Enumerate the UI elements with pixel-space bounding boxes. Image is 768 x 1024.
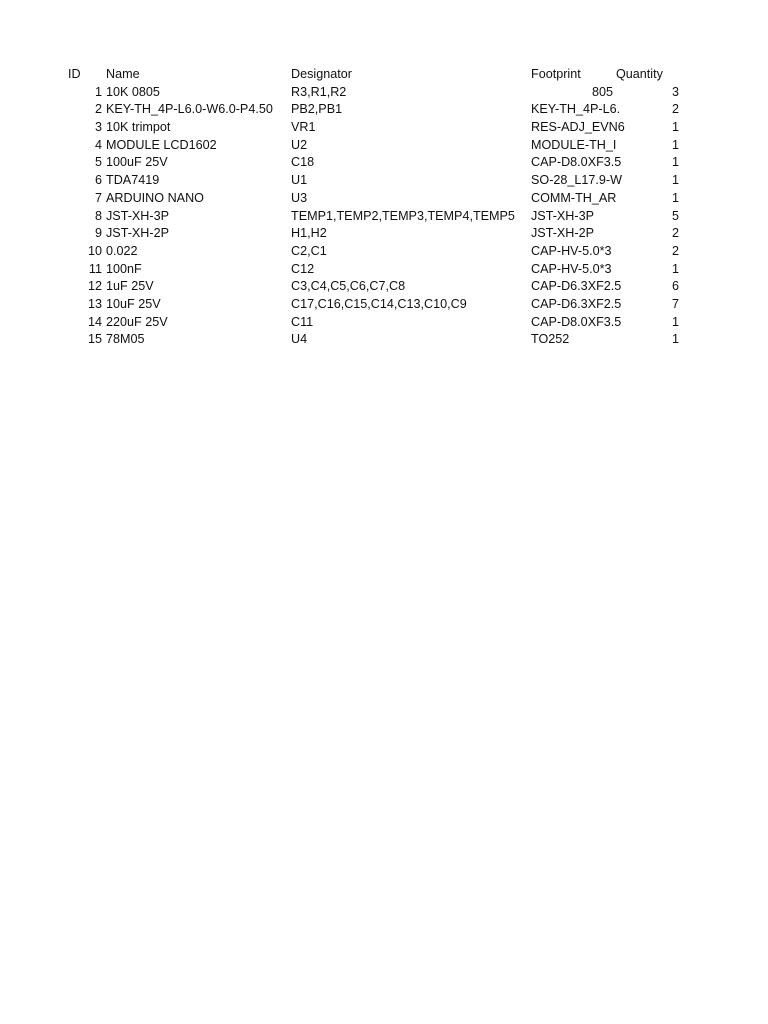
cell-quantity: 7	[671, 296, 679, 311]
cell-id: 8	[94, 208, 102, 223]
cell-designator: U4	[291, 332, 308, 347]
cell-designator: U1	[291, 173, 308, 188]
table-row	[0, 314, 768, 332]
cell-id: 11	[88, 261, 102, 276]
cell-footprint: CAP-D6.3XF2.5	[531, 296, 622, 311]
cell-designator: C11	[291, 314, 314, 329]
cell-designator: R3,R1,R2	[291, 84, 347, 99]
table-header-row	[0, 66, 768, 84]
cell-id: 9	[94, 226, 102, 241]
cell-name: JST-XH-2P	[106, 226, 169, 241]
header-name: Name	[106, 67, 140, 81]
cell-footprint: CAP-D6.3XF2.5	[531, 279, 622, 294]
cell-name: KEY-TH_4P-L6.0-W6.0-P4.50	[106, 102, 273, 117]
cell-designator: C12	[291, 261, 315, 276]
cell-designator: C2,C1	[291, 243, 327, 258]
cell-name: MODULE LCD1602	[106, 137, 217, 152]
cell-footprint: MODULE-TH_I	[531, 137, 617, 152]
cell-id: 1	[94, 84, 102, 99]
cell-footprint: SO-28_L17.9-W	[531, 173, 622, 188]
cell-name: 100nF	[106, 261, 142, 276]
cell-name: 1uF 25V	[106, 279, 154, 294]
cell-name: 78M05	[106, 332, 145, 347]
bom-table	[0, 66, 768, 349]
cell-name: 0.022	[106, 243, 138, 258]
cell-designator: VR1	[291, 120, 316, 135]
cell-footprint: CAP-HV-5.0*3	[531, 261, 612, 276]
table-row	[0, 331, 768, 349]
cell-footprint: JST-XH-2P	[531, 226, 594, 241]
table-row	[0, 208, 768, 226]
table-row	[0, 101, 768, 119]
cell-quantity: 1	[671, 314, 679, 329]
cell-id: 5	[94, 155, 102, 170]
cell-designator: U2	[291, 137, 308, 152]
table-body	[0, 84, 768, 349]
cell-designator: U3	[291, 190, 308, 205]
table-row	[0, 296, 768, 314]
header-id: ID	[68, 67, 81, 81]
cell-quantity: 2	[671, 102, 679, 117]
cell-footprint: RES-ADJ_EVN6	[531, 120, 625, 135]
cell-designator: C3,C4,C5,C6,C7,C8	[291, 279, 406, 294]
header-footprint: Footprint	[531, 67, 581, 81]
cell-id: 15	[87, 332, 102, 347]
cell-footprint: CAP-D8.0XF3.5	[531, 155, 622, 170]
table-row	[0, 190, 768, 208]
cell-quantity: 2	[671, 226, 679, 241]
header-designator: Designator	[291, 67, 352, 81]
cell-footprint: 805	[591, 84, 613, 99]
header-quantity: Quantity	[616, 67, 663, 81]
cell-quantity: 1	[671, 190, 679, 205]
cell-quantity: 1	[671, 137, 679, 152]
cell-id: 14	[87, 314, 102, 329]
cell-designator: C17,C16,C15,C14,C13,C10,C9	[291, 296, 467, 311]
cell-quantity: 1	[671, 120, 679, 135]
cell-quantity: 2	[671, 243, 679, 258]
table-row	[0, 261, 768, 279]
cell-footprint: COMM-TH_AR	[531, 190, 617, 205]
cell-id: 6	[94, 173, 102, 188]
table-row	[0, 243, 768, 261]
cell-name: 10uF 25V	[106, 296, 161, 311]
table-row	[0, 172, 768, 190]
table-row	[0, 84, 768, 102]
cell-id: 2	[94, 102, 102, 117]
cell-name: 220uF 25V	[106, 314, 168, 329]
cell-id: 7	[94, 190, 102, 205]
cell-designator: PB2,PB1	[291, 102, 343, 117]
cell-quantity: 6	[671, 279, 679, 294]
cell-id: 4	[94, 137, 102, 152]
table-row	[0, 137, 768, 155]
cell-id: 13	[87, 296, 102, 311]
cell-name: TDA7419	[106, 173, 160, 188]
cell-name: 10K trimpot	[106, 120, 171, 135]
cell-quantity: 1	[671, 155, 679, 170]
table-row	[0, 225, 768, 243]
cell-footprint: CAP-D8.0XF3.5	[531, 314, 622, 329]
table-row	[0, 154, 768, 172]
cell-footprint: CAP-HV-5.0*3	[531, 243, 612, 258]
cell-footprint: KEY-TH_4P-L6.	[531, 102, 621, 117]
cell-footprint: TO252	[531, 332, 570, 347]
cell-designator: C18	[291, 155, 315, 170]
cell-designator: H1,H2	[291, 226, 327, 241]
cell-quantity: 1	[671, 332, 679, 347]
cell-name: ARDUINO NANO	[106, 190, 204, 205]
cell-id: 12	[87, 279, 102, 294]
cell-quantity: 1	[671, 261, 679, 276]
cell-name: JST-XH-3P	[106, 208, 169, 223]
cell-id: 10	[87, 243, 102, 258]
table-row	[0, 278, 768, 296]
cell-quantity: 3	[671, 84, 679, 99]
table-row	[0, 119, 768, 137]
cell-designator: TEMP1,TEMP2,TEMP3,TEMP4,TEMP5	[291, 208, 515, 223]
cell-footprint: JST-XH-3P	[531, 208, 594, 223]
cell-id: 3	[94, 120, 102, 135]
cell-quantity: 5	[671, 208, 679, 223]
cell-quantity: 1	[671, 173, 679, 188]
cell-name: 10K 0805	[106, 84, 160, 99]
cell-name: 100uF 25V	[106, 155, 168, 170]
